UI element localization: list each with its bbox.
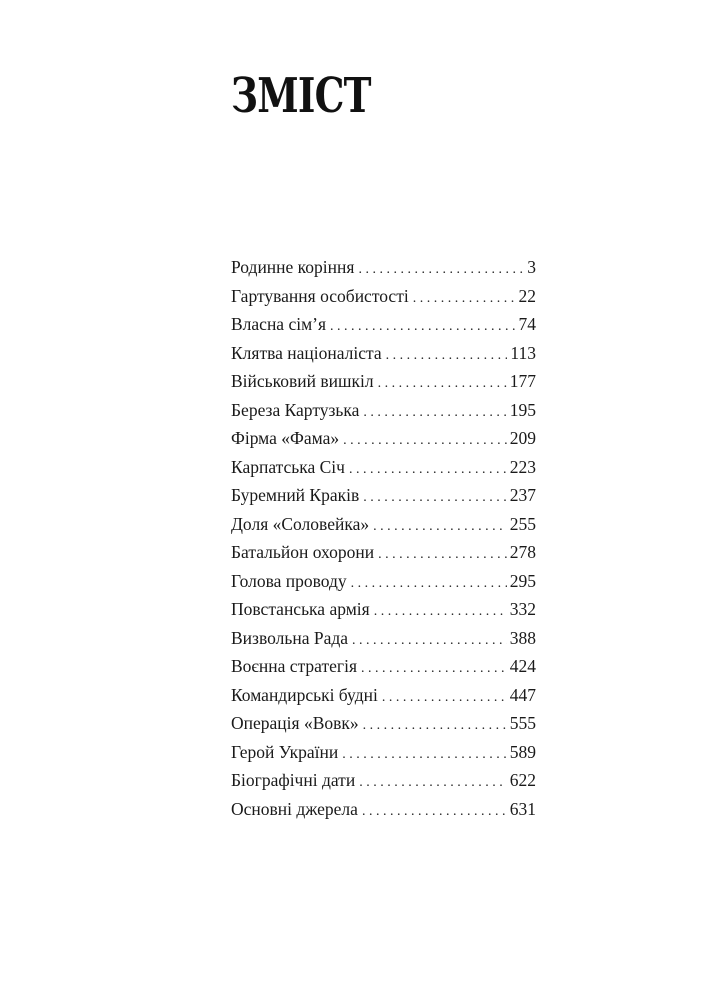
toc-entry-title: Повстанська армія xyxy=(231,599,370,619)
toc-page-number: 278 xyxy=(509,542,536,562)
dot-leader xyxy=(342,741,506,770)
toc-entry-title: Карпатська Січ xyxy=(231,456,345,477)
dot-leader xyxy=(363,484,507,513)
toc-entry-title: Біографічні дати xyxy=(231,770,356,790)
toc-entry[interactable] xyxy=(231,709,536,738)
toc-entry-title: Командирські будні xyxy=(231,684,378,705)
toc-entry-title: Береза Картузька xyxy=(231,399,360,420)
dot-leader xyxy=(363,712,507,741)
toc-entry-title: Визвольна Рада xyxy=(231,627,349,648)
toc-entry[interactable] xyxy=(231,738,536,767)
table-of-contents xyxy=(231,253,536,823)
toc-entry-title: Голова проводу xyxy=(231,570,347,591)
toc-page-number: 237 xyxy=(509,485,536,505)
toc-entry[interactable] xyxy=(231,396,536,425)
dot-leader xyxy=(349,456,507,485)
toc-page-number: 209 xyxy=(509,428,536,448)
toc-entry-title: Гартування особистості xyxy=(231,285,409,306)
toc-entry-title: Військовий вишкіл xyxy=(231,371,374,391)
toc-entry[interactable] xyxy=(231,453,536,482)
dot-leader xyxy=(378,541,507,570)
toc-entry-title: Доля «Соловейка» xyxy=(231,513,370,534)
toc-entry[interactable] xyxy=(231,282,536,311)
toc-entry-title: Герой України xyxy=(231,741,339,762)
dot-leader xyxy=(359,769,507,798)
toc-entry[interactable] xyxy=(231,795,536,824)
toc-page-number: 589 xyxy=(509,741,536,762)
toc-entry[interactable] xyxy=(231,538,536,567)
toc-entry-title: Фірма «Фама» xyxy=(231,428,340,448)
toc-entry-title: Родинне коріння xyxy=(231,257,355,277)
toc-entry[interactable] xyxy=(231,567,536,596)
toc-entry-title: Операція «Вовк» xyxy=(231,713,359,733)
page-title: ЗМІСТ xyxy=(231,68,371,124)
toc-page-number: 295 xyxy=(509,570,536,591)
toc-entry[interactable] xyxy=(231,310,536,339)
dot-leader xyxy=(386,342,508,371)
toc-entry[interactable] xyxy=(231,766,536,795)
toc-entry[interactable] xyxy=(231,681,536,710)
toc-entry-title: Клятва націоналіста xyxy=(231,342,382,363)
dot-leader xyxy=(373,513,507,542)
dot-leader xyxy=(361,655,507,684)
toc-page-number: 74 xyxy=(518,314,536,334)
toc-entry-title: Буремний Краків xyxy=(231,485,360,505)
toc-page-number: 113 xyxy=(510,342,536,363)
toc-page-number: 388 xyxy=(509,627,536,648)
toc-entry[interactable] xyxy=(231,481,536,510)
toc-entry[interactable] xyxy=(231,510,536,539)
dot-leader xyxy=(330,313,515,342)
dot-leader xyxy=(358,256,524,285)
dot-leader xyxy=(363,399,506,428)
toc-entry[interactable] xyxy=(231,253,536,282)
toc-page-number: 622 xyxy=(509,770,536,790)
toc-entry[interactable] xyxy=(231,624,536,653)
toc-page-number: 332 xyxy=(509,599,536,619)
dot-leader xyxy=(351,570,507,599)
dot-leader xyxy=(374,598,507,627)
toc-entry[interactable] xyxy=(231,424,536,453)
dot-leader xyxy=(382,684,507,713)
toc-page-number: 255 xyxy=(509,513,536,534)
toc-page-number: 424 xyxy=(509,656,536,676)
toc-entry[interactable] xyxy=(231,367,536,396)
dot-leader xyxy=(413,285,516,314)
toc-page-number: 195 xyxy=(509,399,536,420)
toc-page-number: 555 xyxy=(509,713,536,733)
toc-page-number: 223 xyxy=(509,456,536,477)
toc-entry[interactable] xyxy=(231,339,536,368)
toc-entry[interactable] xyxy=(231,652,536,681)
toc-entry-title: Основні джерела xyxy=(231,798,358,819)
toc-entry-title: Власна сім’я xyxy=(231,314,327,334)
toc-page-number: 447 xyxy=(509,684,536,705)
toc-entry[interactable] xyxy=(231,595,536,624)
dot-leader xyxy=(378,370,507,399)
dot-leader xyxy=(343,427,507,456)
dot-leader xyxy=(352,627,507,656)
toc-page-number: 3 xyxy=(527,257,536,277)
toc-entry-title: Батальйон охорони xyxy=(231,542,375,562)
dot-leader xyxy=(362,798,507,827)
toc-page-number: 631 xyxy=(509,798,536,819)
toc-page-number: 177 xyxy=(509,371,536,391)
toc-entry-title: Воєнна стратегія xyxy=(231,656,358,676)
toc-page-number: 22 xyxy=(518,285,536,306)
